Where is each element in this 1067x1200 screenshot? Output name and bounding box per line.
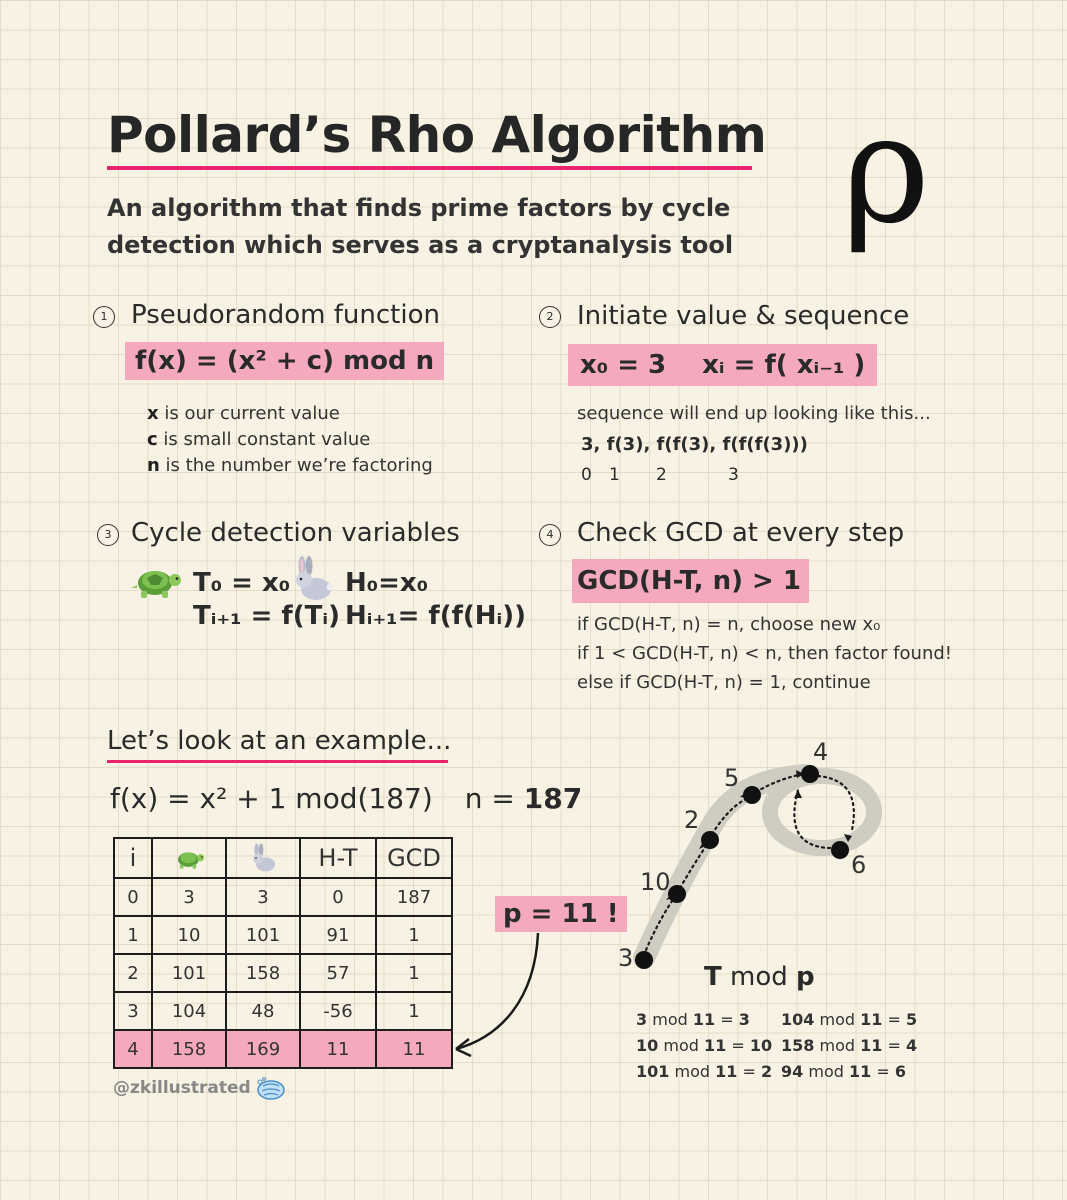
header-h-minus-t: H-T: [300, 838, 376, 878]
xi-formula: xᵢ = f( xᵢ₋₁ ): [702, 350, 866, 380]
sequence: 3, f(3), f(f(3), f(f(f(3))): [581, 434, 808, 455]
table-cell: 2: [114, 954, 152, 992]
table-cell: 101: [226, 916, 300, 954]
mod-line: 94 mod 11 = 6: [781, 1062, 906, 1081]
desc-x: x is our current value: [147, 403, 340, 424]
node-label-2: 2: [684, 806, 700, 834]
mod-line: 158 mod 11 = 4: [781, 1036, 918, 1055]
table-row: [114, 954, 452, 992]
table-cell: 1: [114, 916, 152, 954]
mod-line: 10 mod 11 = 10: [636, 1036, 773, 1055]
p-found-label: p = 11 !: [495, 896, 627, 932]
table-cell: 0: [300, 878, 376, 916]
n-label: n =: [464, 782, 524, 815]
mod-list-left: [636, 1007, 772, 1085]
header-gcd: GCD: [376, 838, 452, 878]
section-1-title: Pseudorandom function: [131, 300, 440, 330]
section-3-number: 3: [97, 524, 119, 546]
t1-formula: Tᵢ₊₁ = f(Tᵢ): [193, 601, 340, 631]
node-5: [743, 786, 761, 804]
node-label-10: 10: [640, 868, 671, 896]
table-cell: 1: [376, 916, 452, 954]
table-cell: 3: [226, 878, 300, 916]
table-row: [114, 878, 452, 916]
title-underline: [107, 166, 752, 170]
subtitle-line-2: detection which serves as a cryptanalysis tool: [107, 231, 734, 259]
node-2: [701, 831, 719, 849]
p-found-arrow: [440, 925, 550, 1060]
node-4: [801, 765, 819, 783]
section-4-title: Check GCD at every step: [577, 518, 905, 548]
subtitle-line-1: An algorithm that finds prime factors by cycle: [107, 194, 731, 222]
table-cell: 158: [152, 1030, 226, 1068]
table-cell: 3: [152, 878, 226, 916]
table-cell: 187: [376, 878, 452, 916]
rho-symbol: ρ: [842, 83, 931, 257]
hare-vars: [345, 567, 526, 633]
x0-formula: x₀ = 3: [580, 350, 667, 380]
table-cell: 101: [152, 954, 226, 992]
table-cell: -56: [300, 992, 376, 1030]
gcd-rule: if GCD(H-T, n) = n, choose new x₀: [577, 614, 881, 635]
t0-formula: T₀ = x₀: [193, 568, 291, 598]
table-cell: 91: [300, 916, 376, 954]
table-cell: 11: [300, 1030, 376, 1068]
table-cell: 57: [300, 954, 376, 992]
credit-handle: @zkillustrated: [113, 1078, 251, 1098]
table-header-row: [114, 838, 452, 878]
node-3: [635, 951, 653, 969]
table-cell: 169: [226, 1030, 300, 1068]
node-6: [831, 841, 849, 859]
sequence-index-1: 1: [609, 465, 620, 485]
node-label-4: 4: [813, 738, 829, 766]
page-title: Pollard’s Rho Algorithm: [107, 106, 767, 164]
section-2-number: 2: [539, 306, 561, 328]
subtitle: [107, 190, 787, 264]
gcd-rule: else if GCD(H-T, n) = 1, continue: [577, 672, 871, 693]
example-function: f(x) = x² + 1 mod(187): [110, 782, 433, 815]
section-2-title: Initiate value & sequence: [577, 301, 910, 331]
header-hare: [226, 838, 300, 878]
mod-list-right: [781, 1007, 917, 1085]
mod-line: 3 mod 11 = 3: [636, 1010, 750, 1029]
table-cell: 1: [376, 954, 452, 992]
node-10: [668, 885, 686, 903]
table-cell: 1: [376, 992, 452, 1030]
table-cell: 104: [152, 992, 226, 1030]
mod-line: 101 mod 11 = 2: [636, 1062, 773, 1081]
table-cell: 10: [152, 916, 226, 954]
desc-c: c is small constant value: [147, 429, 371, 450]
rho-tail-band: [644, 775, 805, 958]
table-cell: 3: [114, 992, 152, 1030]
node-label-5: 5: [724, 764, 740, 792]
sequence-index-0: 0: [581, 465, 592, 485]
section-1-number: 1: [93, 306, 115, 328]
header-tortoise: [152, 838, 226, 878]
section-4-number: 4: [539, 524, 561, 546]
gcd-rule: if 1 < GCD(H-T, n) < n, then factor found!: [577, 643, 952, 664]
rho-cycle-diagram: [600, 730, 900, 980]
table-cell: 158: [226, 954, 300, 992]
h0-formula: H₀=x₀: [345, 568, 429, 598]
hare-icon: [249, 843, 277, 873]
table-row: [114, 992, 452, 1030]
sequence-index-3: 3: [728, 465, 739, 485]
iteration-table: [113, 837, 453, 1069]
table-cell: 0: [114, 878, 152, 916]
fish-icon: [254, 1076, 288, 1102]
sequence-index-2: 2: [656, 465, 667, 485]
section-3-title: Cycle detection variables: [131, 518, 460, 548]
section-1-desc: [147, 401, 433, 479]
section-2-formula: [568, 344, 877, 386]
rho-loop-band: [770, 776, 874, 848]
gcd-formula: GCD(H-T, n) > 1: [572, 559, 809, 603]
sequence-intro: sequence will end up looking like this...: [577, 403, 931, 424]
table-cell: 48: [226, 992, 300, 1030]
hare-icon: [290, 556, 334, 602]
tortoise-icon: [128, 563, 184, 601]
table-cell: 4: [114, 1030, 152, 1068]
table-row-highlighted: [114, 1030, 452, 1068]
table-cell: 11: [376, 1030, 452, 1068]
gcd-rules: [577, 610, 952, 697]
desc-n: n is the number we’re factoring: [147, 455, 433, 476]
tortoise-icon: [172, 847, 206, 871]
section-1-formula: f(x) = (x² + c) mod n: [125, 342, 444, 380]
arrowhead: [794, 790, 802, 798]
header-i: i: [114, 838, 152, 878]
mod-line: 104 mod 11 = 5: [781, 1010, 918, 1029]
table-row: [114, 916, 452, 954]
example-underline: [107, 760, 448, 763]
example-title: Let’s look at an example...: [107, 726, 452, 756]
n-value: 187: [523, 782, 583, 815]
example-formula: [110, 782, 582, 815]
node-label-3: 3: [618, 944, 634, 972]
h1-formula: Hᵢ₊₁= f(f(Hᵢ)): [345, 601, 527, 631]
t-mod-p-caption: T mod p: [704, 962, 815, 992]
node-label-6: 6: [851, 851, 867, 879]
